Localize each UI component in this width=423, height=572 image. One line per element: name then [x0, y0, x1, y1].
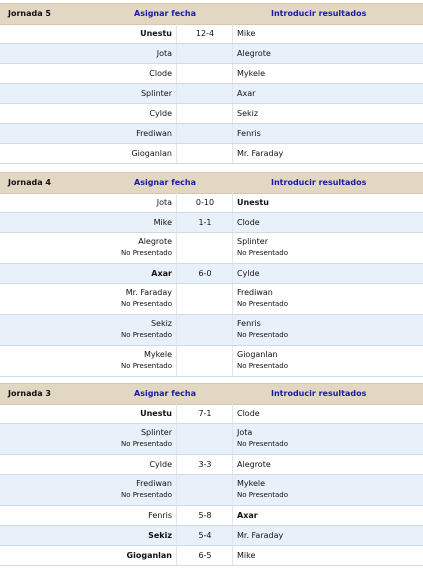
home-player[interactable]: Frediwan [136, 129, 172, 138]
match-row [0, 124, 423, 144]
match-row [0, 475, 423, 506]
jornada-header [0, 383, 423, 405]
match-row [0, 284, 423, 315]
column-divider [176, 213, 177, 232]
column-divider [232, 264, 233, 283]
column-divider [232, 44, 233, 63]
match-score: 7-1 [198, 409, 212, 418]
match-row [0, 24, 423, 44]
jornada-title: Jornada 5 [8, 9, 51, 18]
away-player[interactable]: Sekiz [237, 109, 259, 118]
column-divider [176, 404, 177, 423]
column-divider [176, 475, 177, 505]
column-divider [176, 546, 177, 565]
away-player[interactable]: Frediwan [237, 288, 273, 297]
match-row [0, 264, 423, 284]
column-divider [176, 284, 177, 314]
column-divider [232, 475, 233, 505]
match-row [0, 104, 423, 124]
away-player[interactable]: Axar [237, 89, 256, 98]
assign-date-link[interactable]: Asignar fecha [134, 9, 196, 18]
home-status: No Presentado [120, 331, 172, 339]
home-player[interactable]: Jota [156, 198, 172, 207]
column-divider [176, 346, 177, 376]
column-divider [232, 64, 233, 83]
match-row [0, 144, 423, 164]
home-player[interactable]: Gioganlan [131, 149, 172, 158]
home-player[interactable]: Sekiz [148, 531, 172, 540]
match-row [0, 315, 423, 346]
column-divider [232, 346, 233, 376]
away-player[interactable]: Clode [237, 218, 260, 227]
home-player[interactable]: Clode [149, 69, 172, 78]
home-status: No Presentado [120, 249, 172, 257]
home-player[interactable]: Gioganlan [126, 551, 172, 560]
column-divider [232, 144, 233, 163]
match-score: 12-4 [195, 29, 215, 38]
away-player[interactable]: Jota [237, 428, 253, 437]
column-divider [232, 404, 233, 423]
column-divider [176, 124, 177, 143]
column-divider [176, 24, 177, 43]
match-score: 1-1 [198, 218, 212, 227]
match-row [0, 455, 423, 475]
home-player[interactable]: Mike [153, 218, 172, 227]
match-score: 5-8 [198, 511, 212, 520]
column-divider [232, 124, 233, 143]
home-player[interactable]: Jota [156, 49, 172, 58]
enter-results-link[interactable]: Introducir resultados [271, 178, 367, 187]
column-divider [232, 84, 233, 103]
match-row [0, 233, 423, 264]
match-row [0, 84, 423, 104]
column-divider [176, 144, 177, 163]
column-divider [176, 264, 177, 283]
column-divider [232, 315, 233, 345]
home-player[interactable]: Fenris [148, 511, 172, 520]
home-player[interactable]: Mr. Faraday [125, 288, 172, 297]
assign-date-link[interactable]: Asignar fecha [134, 389, 196, 398]
match-row [0, 44, 423, 64]
jornada-header [0, 172, 423, 194]
enter-results-link[interactable]: Introducir resultados [271, 389, 367, 398]
match-score: 5-4 [198, 531, 212, 540]
column-divider [176, 506, 177, 525]
home-player[interactable]: Cylde [149, 460, 172, 469]
away-player[interactable]: Splinter [237, 237, 269, 246]
match-row [0, 346, 423, 377]
away-player[interactable]: Fenris [237, 129, 261, 138]
column-divider [176, 44, 177, 63]
column-divider [176, 104, 177, 123]
away-status: No Presentado [237, 491, 289, 499]
away-status: No Presentado [237, 362, 289, 370]
away-player[interactable]: Mike [237, 551, 256, 560]
column-divider [232, 546, 233, 565]
column-divider [232, 455, 233, 474]
column-divider [176, 315, 177, 345]
jornada-section [0, 172, 423, 370]
home-status: No Presentado [120, 362, 172, 370]
column-divider [232, 24, 233, 43]
home-player[interactable]: Splinter [140, 428, 172, 437]
away-player[interactable]: Cylde [237, 269, 260, 278]
away-player[interactable]: Fenris [237, 319, 261, 328]
column-divider [176, 193, 177, 212]
column-divider [232, 526, 233, 545]
away-player[interactable]: Alegrote [237, 49, 271, 58]
column-divider [232, 233, 233, 263]
home-player[interactable]: Unestu [140, 409, 172, 418]
away-player[interactable]: Axar [237, 511, 258, 520]
jornada-section [0, 3, 423, 158]
match-row [0, 64, 423, 84]
away-status: No Presentado [237, 300, 289, 308]
enter-results-link[interactable]: Introducir resultados [271, 9, 367, 18]
away-status: No Presentado [237, 331, 289, 339]
home-status: No Presentado [120, 491, 172, 499]
match-row [0, 424, 423, 455]
column-divider [176, 233, 177, 263]
away-player[interactable]: Mykele [237, 69, 266, 78]
home-status: No Presentado [120, 440, 172, 448]
home-player[interactable]: Frediwan [136, 479, 172, 488]
home-player[interactable]: Cylde [149, 109, 172, 118]
away-player[interactable]: Mykele [237, 479, 266, 488]
home-player[interactable]: Axar [151, 269, 172, 278]
match-row [0, 506, 423, 526]
assign-date-link[interactable]: Asignar fecha [134, 178, 196, 187]
column-divider [232, 506, 233, 525]
match-row [0, 213, 423, 233]
column-divider [176, 84, 177, 103]
home-player[interactable]: Sekiz [150, 319, 172, 328]
column-divider [176, 424, 177, 454]
column-divider [232, 424, 233, 454]
away-player[interactable]: Alegrote [237, 460, 271, 469]
away-player[interactable]: Clode [237, 409, 260, 418]
column-divider [176, 64, 177, 83]
match-score: 6-0 [198, 269, 212, 278]
match-row [0, 193, 423, 213]
away-player[interactable]: Mike [237, 29, 256, 38]
jornada-title: Jornada 3 [8, 389, 51, 398]
away-player[interactable]: Gioganlan [237, 350, 278, 359]
home-status: No Presentado [120, 300, 172, 308]
away-player[interactable]: Unestu [237, 198, 269, 207]
column-divider [232, 213, 233, 232]
jornada-header [0, 3, 423, 25]
home-player[interactable]: Splinter [140, 89, 172, 98]
column-divider [232, 104, 233, 123]
home-player[interactable]: Mykele [143, 350, 172, 359]
column-divider [232, 193, 233, 212]
match-row [0, 404, 423, 424]
column-divider [176, 526, 177, 545]
away-player[interactable]: Mr. Faraday [237, 531, 284, 540]
match-row [0, 526, 423, 546]
column-divider [232, 284, 233, 314]
away-player[interactable]: Mr. Faraday [237, 149, 284, 158]
away-status: No Presentado [237, 249, 289, 257]
match-score: 0-10 [195, 198, 215, 207]
jornada-section [0, 383, 423, 560]
home-player[interactable]: Unestu [140, 29, 172, 38]
away-status: No Presentado [237, 440, 289, 448]
match-row [0, 546, 423, 566]
column-divider [176, 455, 177, 474]
jornada-title: Jornada 4 [8, 178, 51, 187]
home-player[interactable]: Alegrote [138, 237, 172, 246]
match-score: 6-5 [198, 551, 212, 560]
match-score: 3-3 [198, 460, 212, 469]
